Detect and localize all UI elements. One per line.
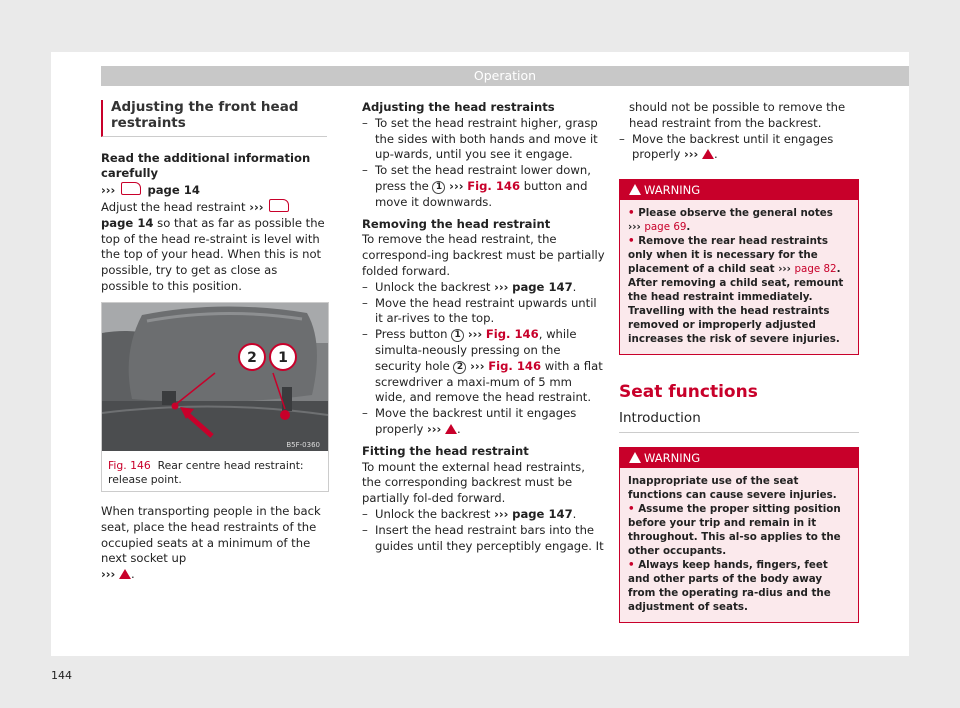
heading-adjusting: Adjusting the head restraints [362, 100, 555, 114]
callout-1-icon: 1 [432, 181, 445, 194]
column-middle [362, 100, 605, 554]
list-item: – Unlock the backrest ››› page 147. [362, 507, 605, 523]
section-title-front: Adjusting the front head restraints [101, 100, 327, 137]
warning-icon [629, 452, 641, 463]
subsection-title: Introduction [619, 409, 701, 426]
book-icon [121, 182, 141, 195]
warning-title: WARNING [644, 450, 701, 465]
read-more-link[interactable]: page 14 [147, 183, 200, 198]
page-header [101, 66, 909, 86]
warning-icon [119, 569, 131, 579]
callout-1-icon: 1 [451, 329, 464, 342]
page-link[interactable]: page 147 [512, 279, 573, 294]
book-icon [269, 199, 289, 212]
manual-page [51, 52, 909, 656]
page-link[interactable]: page 82 [794, 263, 837, 276]
warning-title: WARNING [644, 183, 701, 198]
list-item: – To set the head restraint higher, grasp the sides with both hands and move it up-wards, until you see it engage. [362, 116, 605, 163]
callout-2-icon: 2 [453, 361, 466, 374]
page-number: 144 [51, 669, 72, 682]
page-link[interactable]: page 147 [512, 506, 573, 521]
heading-removing: Removing the head restraint [362, 216, 551, 231]
column-right [619, 100, 859, 623]
warning-icon [629, 184, 641, 195]
head-restraint-image [102, 303, 328, 451]
warning-icon [702, 149, 714, 159]
list-item: – Press button 1 ››› Fig. 146, while simulta-neously pressing on the security hole 2 ››› Fig. 146 with a flat screwdriver a maxi-mum of 5 mm wide, and remove the head restraint. [362, 327, 605, 406]
page-link[interactable]: page 14 [101, 215, 154, 230]
heading-fitting: Fitting the head restraint [362, 443, 529, 458]
paragraph-continued: should not be possible to remove the head restraint from the backrest. [629, 100, 846, 130]
read-more-note: Read the additional information carefully ››› page 14 [101, 150, 311, 198]
figure-146 [101, 302, 329, 492]
warning-box-2: WARNING Inappropriate use of the seat functions can cause severe injuries. • Assume the proper sitting position before your trip and remain in it throughout. This al-so applies to the other occupants. • Always keep hands, fingers, feet and other parts of the body away from the operating ra-dius and the adjustment of seats. [619, 447, 859, 623]
paragraph-rear: When transporting people in the back seat, place the head restraints of the occupied seats at a minimum of the next socket up ››› . [101, 504, 321, 582]
list-item: – Unlock the backrest ››› page 147. [362, 280, 605, 296]
figure-label-1: 1 [278, 350, 288, 366]
list-item: – To set the head restraint lower down, press the 1 ››› Fig. 146 button and move it downwards. [362, 163, 605, 210]
list-item: – Move the backrest until it engages properly ››› . [362, 406, 605, 438]
section-seat-functions [619, 382, 859, 433]
figure-code: B5F-0360 [286, 441, 320, 449]
figure-link[interactable]: Fig. 146 [467, 178, 521, 193]
page-link[interactable]: page 69 [644, 221, 687, 234]
section-title: Seat functions [619, 382, 758, 403]
figure-link[interactable]: Fig. 146 [485, 327, 539, 342]
figure-link[interactable]: Fig. 146 [488, 358, 542, 373]
paragraph-fitting: To mount the external head restraints, the corresponding backrest must be partially fol-ded forward. [362, 459, 585, 506]
list-item: – Insert the head restraint bars into the guides until they perceptibly engage. It [362, 523, 605, 555]
figure-label-2: 2 [247, 350, 257, 366]
paragraph-removing: To remove the head restraint, the correspond-ing backrest must be partially folded forward. [362, 232, 605, 278]
list-item: – Move the backrest until it engages properly ››› . [619, 132, 859, 164]
header-title: Operation [473, 68, 537, 83]
paragraph-front-adjust: Adjust the head restraint ››› page 14 so that as far as possible the top of the head re-straint is level with the top of your head. When this is not possible, try to get as close as possible to this position. [101, 199, 325, 293]
warning-box-1: WARNING • Please observe the general notes ››› page 69. • Remove the rear head restraints only when it is necessary for the placement of a child seat ››› page 82. After removing a child seat, remount the head restraint immediately. Travelling with the head restraints removed or improperly adjusted increases the risk of severe injuries. [619, 179, 859, 355]
list-item: – Move the head restraint upwards until it ar-rives to the top. [362, 296, 605, 328]
figure-caption: Fig. 146 Rear centre head restraint: release point. [108, 459, 304, 486]
warning-icon [445, 424, 457, 434]
